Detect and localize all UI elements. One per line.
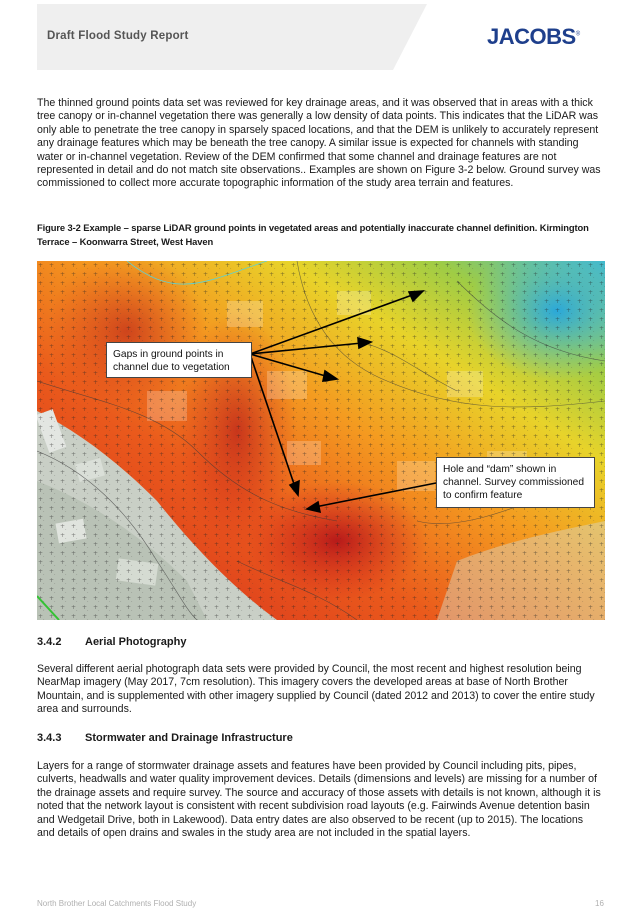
section-342-heading (37, 636, 186, 648)
section-343-heading (37, 732, 293, 744)
callout-vegetation-gaps: Gaps in ground points in channel due to vegetation (106, 342, 252, 378)
logo-text: JACOBS (487, 24, 576, 49)
section-343-body: Layers for a range of stormwater drainage assets and features have been provided by Council including pits, pipes, culverts, headwalls and water quality improvement devices. Details (dimensions and levels) are missing for a number of the drainage assets and require survey. The source and accuracy of those assets with details is not known, although it is noted that the network layout is consistent with recent subdivision road layouts (e.g. Fairwinds Avenue detention basin and Wedgetail Drive, both in Lakewood). Data entry dates are also observed to be recent (up to 2015). The locations and details of open drains and swales in the study area are not included in the spatial layers. (37, 760, 601, 840)
footer-page-number: 16 (595, 899, 604, 908)
section-342-title: Aerial Photography (85, 636, 187, 648)
section-342-body: Several different aerial photograph data sets were provided by Council, the most recent and highest resolution being NearMap imagery (May 2017, 7cm resolution). This imagery covers the developed areas at base of North Brother Mountain, and is supplemented with other imagery supplied by Council (dated 2012 and 2013) to cover the entire study area and surrounds. (37, 663, 595, 716)
jacobs-logo (487, 24, 580, 50)
callout-hole-dam: Hole and “dam” shown in channel. Survey commissioned to confirm feature (436, 457, 595, 508)
section-343-title: Stormwater and Drainage Infrastructure (85, 732, 293, 744)
lidar-elevation-map (37, 261, 605, 620)
section-343-number: 3.4.3 (37, 732, 62, 744)
section-342-number: 3.4.2 (37, 636, 62, 648)
report-title: Draft Flood Study Report (47, 30, 189, 42)
footer-document-title: North Brother Local Catchments Flood Study (37, 899, 197, 908)
figure-caption: Figure 3-2 Example – sparse LiDAR ground points in vegetated areas and potentially inaccurate channel definition. Kirmington Terrace – Koonwarra Street, West Haven (37, 222, 589, 247)
logo-registered-mark: ® (575, 31, 580, 38)
intro-paragraph: The thinned ground points data set was reviewed for key drainage areas, and it was observed that in areas with a thick tree canopy or in-channel vegetation there was generally a low density of data points. This indicates that the LiDAR was only able to penetrate the tree canopy in sparsely spaced locations, and that the DEM is unlikely to accurately represent any drainage features which may be beneath the tree canopy. A similar issue is expected for channels with standing water or in-channel vegetation. Review of the DEM confirmed that some channel and drainage features are not represented in detail and do not match site observations.. Examples are shown on Figure 3-2 below. Ground survey was commissioned to collect more accurate topographic information of the study area terrain and features. (37, 97, 601, 190)
